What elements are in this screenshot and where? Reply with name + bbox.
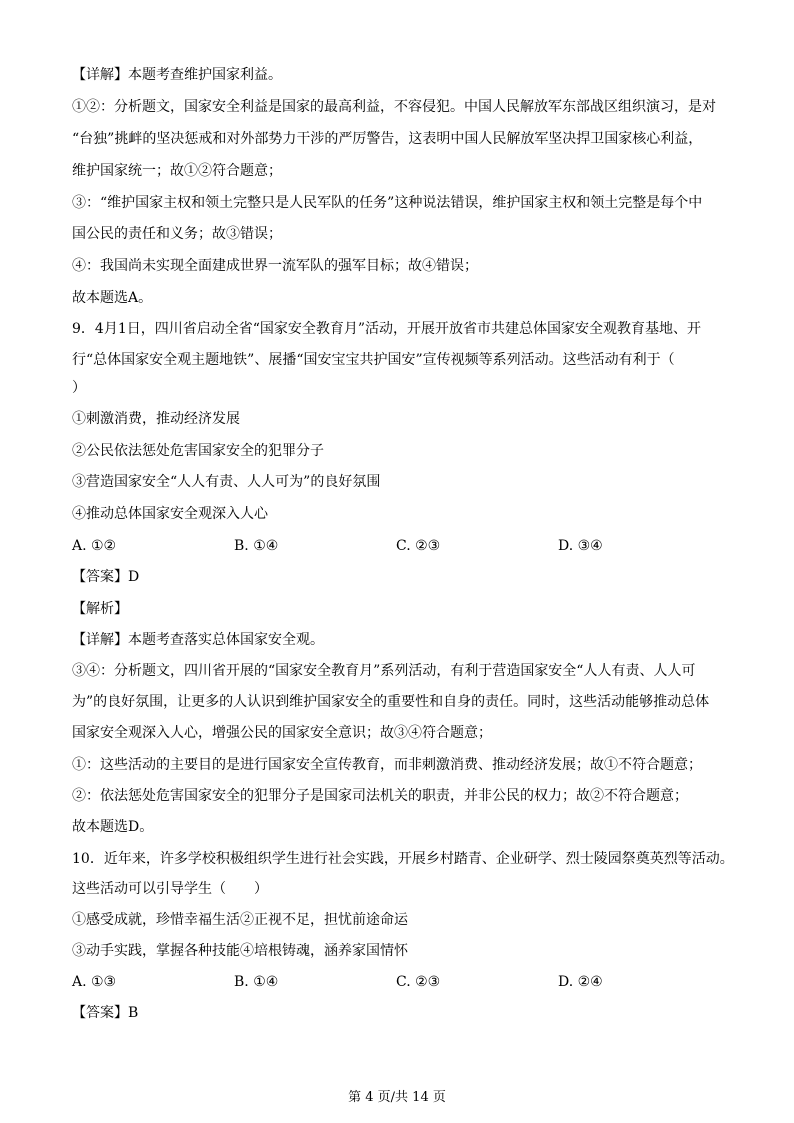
text-line: ④：我国尚未实现全面建成世界一流军队的强军目标；故④错误； [72, 258, 478, 274]
statement-item: ②公民依法惩处危害国家安全的犯罪分子 [72, 443, 324, 459]
text-line: ③：“维护国家主权和领土完整只是人民军队的任务”这种说法错误，维护国家主权和领土完整是每个中 [72, 195, 703, 211]
page-footer: 第 4 页/共 14 页 [348, 1090, 446, 1105]
option-c: C. ②③ [396, 538, 441, 554]
analysis-label: 【解析】 [72, 601, 128, 617]
text-line: 维护国家统一；故①②符合题意； [72, 163, 282, 179]
option-b: B. ①④ [234, 974, 279, 990]
text-line: 为”的良好氛围，让更多的人认识到维护国家安全的重要性和自身的责任。同时，这些活动能够推动总体 [72, 694, 710, 710]
text-line: 国公民的责任和义务；故③错误； [72, 226, 282, 242]
option-c: C. ②③ [396, 974, 441, 990]
statement-item: ③动手实践，掌握各种技能④培根铸魂，涵养家国情怀 [72, 943, 408, 959]
statement-item: ①感受成就，珍惜幸福生活②正视不足，担忧前途命运 [72, 912, 408, 928]
statement-item: ③营造国家安全“人人有责、人人可为”的良好氛围 [72, 474, 381, 490]
option-a: A. ①② [72, 538, 117, 554]
option-d: D. ③④ [558, 538, 603, 554]
answer-label: 【答案】D [72, 569, 140, 585]
text-line: ③④：分析题文，四川省开展的“国家安全教育月”系列活动，有利于营造国家安全“人人有责、人人可 [72, 663, 696, 679]
option-a: A. ①③ [72, 974, 117, 990]
text-line: ①②：分析题文，国家安全利益是国家的最高利益，不容侵犯。中国人民解放军东部战区组织演习，是对 [72, 99, 716, 115]
text-line: ②：依法惩处危害国家安全的犯罪分子是国家司法机关的职责，并非公民的权力；故②不符合题意； [72, 788, 688, 804]
text-line: 故本题选A。 [72, 290, 153, 306]
question-stem: 10．近年来，许多学校积极组织学生进行社会实践，开展乡村踏青、企业研学、烈士陵园祭奠英烈等活动。 [72, 851, 734, 867]
question-stem: 行“总体国家安全观主题地铁”、展播“国安宝宝共护国安”宣传视频等系列活动。这些活动有利于（ [72, 352, 675, 368]
answer-label: 【答案】B [72, 1005, 139, 1021]
question-stem: 这些活动可以引导学生（ ） [72, 881, 268, 897]
option-b: B. ①④ [234, 538, 279, 554]
text-line: ①：这些活动的主要目的是进行国家安全宣传教育，而非刺激消费、推动经济发展；故①不符合题意； [72, 757, 702, 773]
question-stem: ） [72, 380, 86, 396]
text-line: “台独”挑衅的坚决惩戒和对外部势力干涉的严厉警告，这表明中国人民解放军坚决捍卫国家核心利益， [72, 131, 703, 147]
statement-item: ④推动总体国家安全观深入人心 [72, 506, 268, 522]
option-d: D. ②④ [558, 974, 603, 990]
text-line: 故本题选D。 [72, 819, 154, 835]
text-line: 【详解】本题考查落实总体国家安全观。 [72, 632, 324, 648]
text-line: 【详解】本题考查维护国家利益。 [72, 67, 282, 83]
question-stem: 9．4月1日，四川省启动全省“国家安全教育月”活动，开展开放省市共建总体国家安全观教育基地、开 [72, 321, 702, 337]
statement-item: ①刺激消费，推动经济发展 [72, 411, 240, 427]
text-line: 国家安全观深入人心，增强公民的国家安全意识；故③④符合题意； [72, 725, 492, 741]
